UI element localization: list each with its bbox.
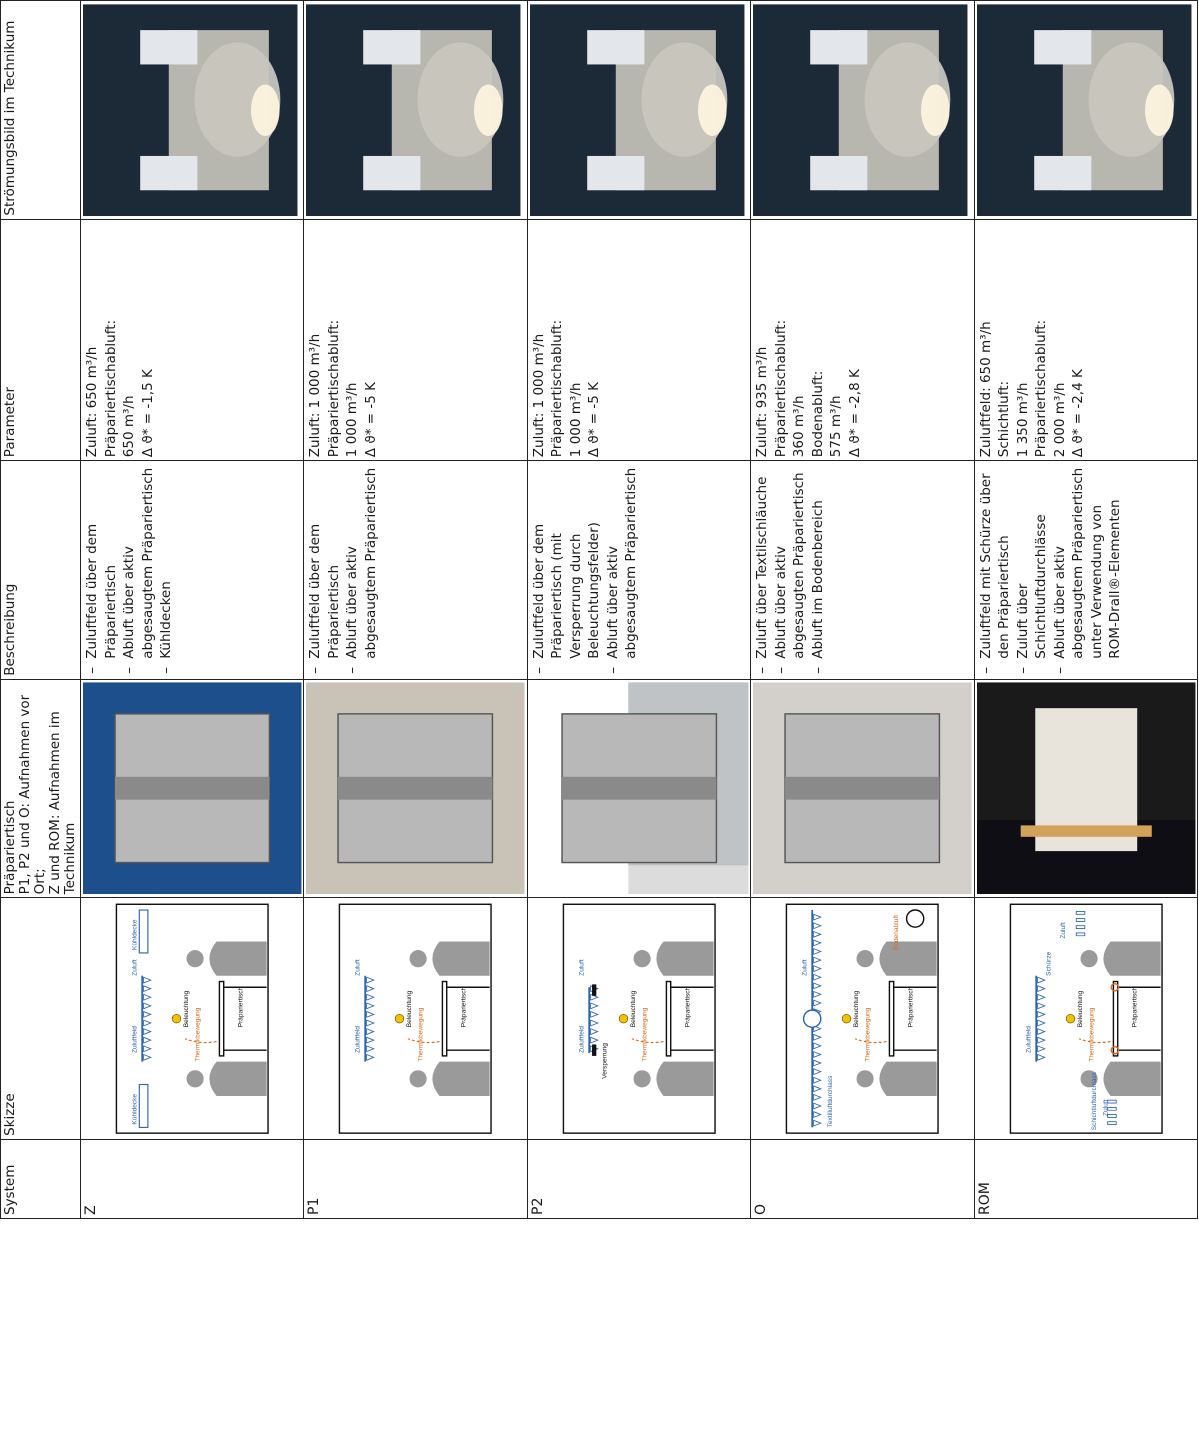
- header-skizze: Skizze: [1, 898, 81, 1140]
- description-cell: [81, 461, 304, 680]
- description-item: – Zuluftfeld mit Schürze über den Präpariertisch: [977, 464, 1014, 676]
- parameter-cell: [751, 219, 974, 461]
- parameter-line: Präpariertischabluft:: [102, 319, 119, 458]
- parameter-line: 575 m³/h: [828, 395, 845, 458]
- table-photo-cell: [304, 679, 527, 898]
- header-parameter: Parameter: [1, 219, 81, 461]
- dissecting-table-photo: [753, 683, 971, 895]
- sketch-label: Zuluft: [1059, 922, 1067, 939]
- parameter-line: Δ ϑ* = -2,4 K: [1070, 369, 1087, 458]
- description-item: – Zuluftfeld über dem Präpariertisch: [83, 464, 120, 676]
- flow-pattern-photo: [530, 4, 744, 216]
- system-name: ROM: [976, 1182, 993, 1215]
- flow-pattern-photo: [753, 4, 967, 216]
- parameter-line: Zuluft: 935 m³/h: [754, 346, 771, 458]
- sketch-cell: [81, 898, 304, 1140]
- description-cell: [527, 461, 750, 680]
- system-name: P1: [306, 1197, 323, 1215]
- parameter-cell: [974, 219, 1197, 461]
- header-praep-sub2: Z und ROM: Aufnahmen im Technikum: [47, 711, 78, 895]
- sketch-label: Zuluft: [354, 959, 362, 976]
- sketch-label: Zuluft: [131, 959, 139, 976]
- header-row: [1, 1, 81, 1219]
- sketch-label: Beleuchtung: [629, 990, 637, 1028]
- sketch-cell: [751, 898, 974, 1140]
- sketch-label: Textilluftdurchlass: [827, 1075, 835, 1128]
- parameter-line: 1 000 m³/h: [567, 382, 584, 458]
- description-item: – Abluft über aktiv abgesaugtem Präpariertisch unter Verwendung von ROM-Drall®-Elementen: [1051, 464, 1125, 676]
- sketch-label: Beleuchtung: [182, 990, 190, 1028]
- sketch-label: Beleuchtung: [1076, 990, 1084, 1028]
- ventilation-sketch: [306, 901, 524, 1136]
- parameter-line: Schichtluft:: [996, 380, 1013, 458]
- parameter-line: Zuluft: 1 000 m³/h: [530, 333, 547, 458]
- sketch-label: Thermikbewegung: [641, 1007, 649, 1062]
- sketch-label: Präpariertisch: [684, 986, 692, 1028]
- ventilation-sketch: [753, 901, 971, 1136]
- parameter-line: Präpariertischabluft:: [549, 319, 566, 458]
- system-cell: [304, 1139, 527, 1218]
- system-row: [751, 1, 974, 1219]
- sketch-label: Präpariertisch: [1131, 986, 1139, 1028]
- sketch-cell: [304, 898, 527, 1140]
- system-name: Z: [83, 1205, 99, 1215]
- system-cell: [751, 1139, 974, 1218]
- table-photo-cell: [974, 679, 1197, 898]
- flow-image-cell: [751, 1, 974, 220]
- table-photo-cell: [751, 679, 974, 898]
- sketch-label: Kühldecke: [131, 919, 139, 950]
- description-item: – Zuluft über Textilschläuche: [753, 464, 772, 676]
- sketch-label: Zuluft: [801, 959, 809, 976]
- flow-image-cell: [304, 1, 527, 220]
- parameter-cell: [527, 219, 750, 461]
- description-list: [753, 464, 827, 676]
- description-item: – Abluft über aktiv abgesaugtem Präpariertisch: [604, 464, 641, 676]
- sketch-label: Zuluft: [1102, 1099, 1110, 1116]
- sketch-label: Thermikbewegung: [864, 1007, 872, 1062]
- lamp-icon: [843, 1014, 852, 1023]
- system-row: [974, 1, 1197, 1219]
- description-item: – Zuluftfeld über dem Präpariertisch: [306, 464, 343, 676]
- sketch-label: Schürze: [1045, 951, 1053, 976]
- lamp-icon: [172, 1014, 181, 1023]
- description-cell: [304, 461, 527, 680]
- parameter-line: Δ ϑ* = -5 K: [362, 382, 379, 458]
- flow-image-cell: [974, 1, 1197, 220]
- table-photo-cell: [527, 679, 750, 898]
- description-cell: [751, 461, 974, 680]
- sketch-label: Zuluftfeld: [578, 1025, 586, 1053]
- description-list: [83, 464, 176, 676]
- sketch-label: Präpariertisch: [460, 986, 468, 1028]
- dissecting-table-photo: [306, 683, 524, 895]
- lamp-icon: [1066, 1014, 1075, 1023]
- description-list: [530, 464, 641, 676]
- header-praep-title: Präpariertisch: [2, 800, 18, 895]
- system-row: [527, 1, 750, 1219]
- flow-pattern-photo: [306, 4, 520, 216]
- parameter-line: 1 350 m³/h: [1014, 382, 1031, 458]
- sketch-label: Zuluftfeld: [131, 1025, 139, 1053]
- sketch-label: Zuluftfeld: [1025, 1025, 1033, 1053]
- system-cell: [974, 1139, 1197, 1218]
- system-row: [81, 1, 304, 1219]
- flow-image-cell: [81, 1, 304, 220]
- system-name: O: [753, 1203, 770, 1215]
- description-item: – Abluft über aktiv abgesaugten Präpariertisch: [772, 464, 809, 676]
- parameter-line: Zuluftfeld: 650 m³/h: [977, 321, 994, 458]
- parameter-line: 360 m³/h: [791, 395, 808, 458]
- sketch-cell: [527, 898, 750, 1140]
- sketch-label: Thermikbewegung: [417, 1007, 425, 1062]
- header-praepariertisch: [1, 679, 81, 898]
- system-row: [304, 1, 527, 1219]
- table-photo-cell: [81, 679, 304, 898]
- parameter-line: Δ ϑ* = -1,5 K: [139, 369, 156, 458]
- description-cell: [974, 461, 1197, 680]
- sketch-label: Thermikbewegung: [194, 1007, 202, 1062]
- header-stroemungsbild: Strömungsbild im Technikum: [1, 1, 81, 220]
- description-item: – Abluft über aktiv abgesaugtem Präpariertisch: [343, 464, 380, 676]
- sketch-label: Schichtluftdurchlass: [1091, 1071, 1099, 1131]
- flow-image-cell: [527, 1, 750, 220]
- dissecting-table-photo: [83, 683, 301, 895]
- parameter-cell: [81, 219, 304, 461]
- ventilation-sketch: [977, 901, 1195, 1136]
- description-item: – Kühldecken: [157, 464, 176, 676]
- sketch-label: Beleuchtung: [406, 990, 414, 1028]
- sketch-label: Präpariertisch: [237, 986, 245, 1028]
- parameter-cell: [304, 219, 527, 461]
- header-system: System: [1, 1139, 81, 1218]
- header-praep-sub1: P1, P2 und O: Aufnahmen vor Ort;: [17, 694, 48, 895]
- parameter-line: Bodenabluft:: [809, 370, 826, 458]
- dissecting-table-photo: [977, 683, 1195, 895]
- sketch-label: Zuluft: [578, 959, 586, 976]
- sketch-label: Bodenabluft: [893, 914, 901, 950]
- parameter-line: Präpariertischabluft:: [1033, 319, 1050, 458]
- ventilation-sketch: [530, 901, 748, 1136]
- lamp-icon: [619, 1014, 628, 1023]
- ventilation-sketch: [83, 901, 301, 1136]
- description-list: [306, 464, 380, 676]
- sketch-label: Thermikbewegung: [1088, 1007, 1096, 1062]
- parameter-line: 1 000 m³/h: [344, 382, 361, 458]
- sketch-label: Präpariertisch: [907, 986, 915, 1028]
- parameter-line: Zuluft: 650 m³/h: [84, 346, 100, 458]
- parameter-line: Präpariertischabluft:: [772, 319, 789, 458]
- lamp-icon: [396, 1014, 405, 1023]
- description-list: [977, 464, 1125, 676]
- dissecting-table-photo: [530, 683, 748, 895]
- flow-pattern-photo: [83, 4, 297, 216]
- system-name: P2: [529, 1197, 546, 1215]
- parameter-line: Zuluft: 1 000 m³/h: [307, 333, 324, 458]
- parameter-line: Δ ϑ* = -5 K: [586, 382, 603, 458]
- sketch-cell: [974, 898, 1197, 1140]
- description-item: – Zuluftfeld über dem Präpariertisch (mit Versperrung durch Beleuchtungsfelder): [530, 464, 604, 676]
- system-cell: [81, 1139, 304, 1218]
- parameter-line: 650 m³/h: [121, 395, 137, 458]
- sketch-label: Zuluftfeld: [354, 1025, 362, 1053]
- sketch-label: Kühldecke: [131, 1093, 139, 1125]
- flow-pattern-photo: [977, 4, 1191, 216]
- sketch-label: Versperrung: [601, 1042, 609, 1079]
- description-item: – Abluft im Bodenbereich: [809, 464, 828, 676]
- system-cell: [527, 1139, 750, 1218]
- parameter-line: Präpariertischabluft:: [325, 319, 342, 458]
- header-beschreibung: Beschreibung: [1, 461, 81, 680]
- sketch-label: Beleuchtung: [853, 990, 861, 1028]
- parameter-line: Δ ϑ* = -2,8 K: [846, 369, 863, 458]
- description-item: – Zuluft über Schichtluftdurchlässe: [1014, 464, 1051, 676]
- parameter-line: 2 000 m³/h: [1051, 382, 1068, 458]
- description-item: – Abluft über aktiv abgesaugtem Präpariertisch: [120, 464, 157, 676]
